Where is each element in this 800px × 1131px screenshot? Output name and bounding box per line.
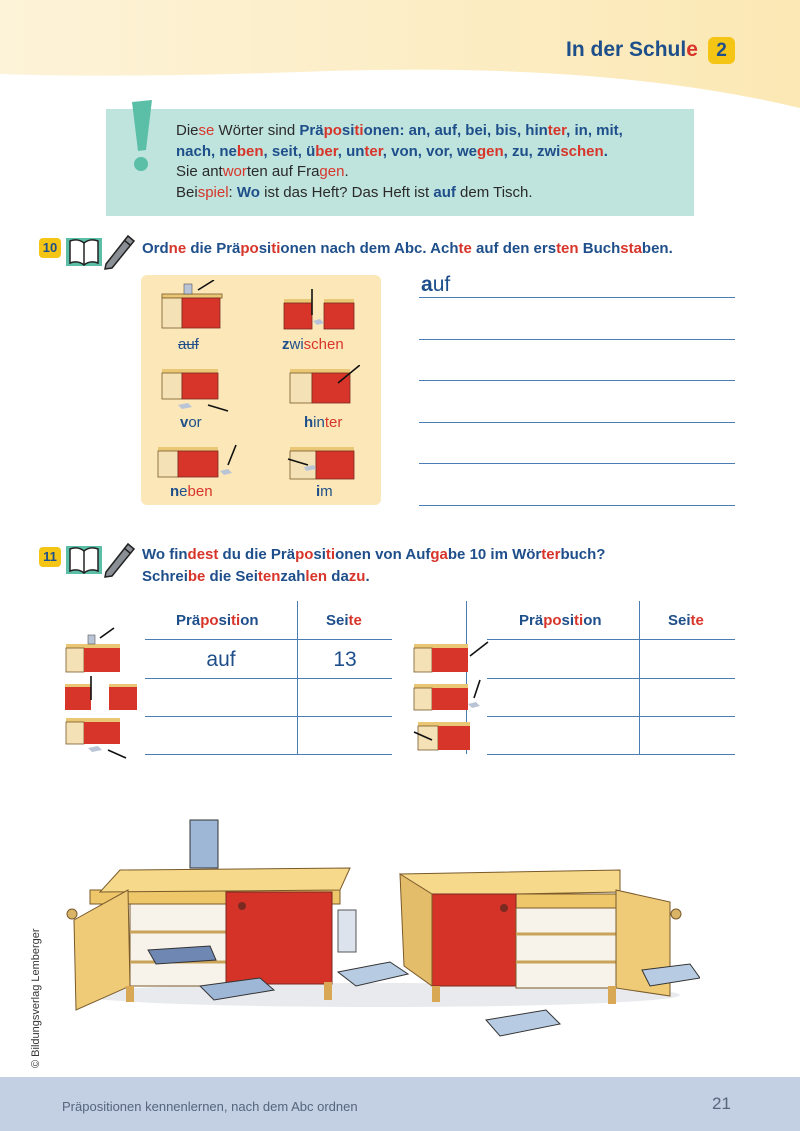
text-segment: ne [168, 240, 187, 257]
table-left-header-page [326, 612, 362, 629]
text-segment: schen [560, 142, 604, 160]
cabinet-auf-icon [62, 626, 124, 674]
text-segment: ten [556, 240, 579, 257]
text-segment: , in, mit, [566, 122, 623, 139]
text-segment: : [228, 183, 237, 201]
footer-text: Präpositionen kennenlernen, nach dem Abc ordnen [62, 1099, 358, 1114]
cabinet-auf-image [158, 280, 228, 332]
text-segment: auf [433, 183, 456, 201]
task-10-instruction [142, 238, 673, 260]
text-segment: Sei [668, 612, 691, 629]
writing-line-4[interactable] [419, 422, 735, 423]
answer-line-1-text: auf [421, 273, 451, 296]
text-segment: i [316, 483, 321, 500]
text-segment: e [179, 483, 188, 500]
text-segment: , seit, [263, 142, 307, 160]
text-segment: be [187, 568, 206, 585]
text-segment: onen [363, 122, 400, 139]
text-segment: po [295, 546, 314, 563]
cabinet-hinter-icon [412, 640, 492, 676]
text-segment: da [327, 568, 349, 585]
cabinet-neben-icon [412, 678, 484, 716]
book-pencil-icon [64, 230, 136, 270]
text-segment: in [313, 414, 325, 431]
text-segment: ter [364, 142, 383, 160]
text-segment: wor [222, 163, 247, 180]
text-segment: zah [280, 568, 306, 585]
rule-line-4 [176, 183, 623, 204]
text-segment: ten auf Fra [246, 163, 320, 180]
page-number: 21 [712, 1094, 731, 1113]
text-segment: nach dem Abc. Ach [316, 240, 459, 257]
text-segment: gen [476, 142, 504, 160]
text-segment: ti [574, 612, 584, 629]
text-segment: si [258, 240, 272, 257]
text-segment: ber [315, 142, 338, 160]
table-left-line [145, 754, 392, 755]
text-segment: Ord [142, 240, 169, 257]
table-right-line [487, 639, 735, 640]
text-segment: sta [620, 240, 642, 257]
text-segment: n [170, 483, 180, 500]
table-left-line [145, 678, 392, 679]
text-segment: Sei [326, 612, 349, 629]
rule-line-1 [176, 121, 623, 142]
text-segment: onen [280, 240, 317, 257]
word-neben [170, 483, 213, 500]
text-segment: ben [236, 142, 264, 160]
table-cell-preposition[interactable]: auf [206, 648, 236, 671]
task-number-11: 11 [39, 547, 61, 567]
cabinet-im-image [286, 443, 360, 483]
text-segment: : an, auf, bei, bis, hin [399, 122, 548, 139]
page-title: In der Schule [566, 38, 698, 61]
text-segment: . [603, 142, 608, 160]
text-segment: ter [324, 414, 343, 431]
text-segment: si [341, 122, 355, 139]
task-number-10: 10 [39, 238, 61, 258]
exclamation-icon [124, 98, 160, 178]
text-segment: die Sei [205, 568, 258, 585]
table-left-header-preposition [176, 612, 259, 629]
text-segment: on [240, 612, 259, 629]
text-segment: ti [231, 612, 241, 629]
text-segment: Bei [176, 183, 198, 201]
text-segment: ten [257, 568, 281, 585]
word-zwischen [282, 336, 344, 353]
text-segment: or [188, 414, 202, 431]
cabinet-vor-icon [62, 716, 128, 760]
text-segment: be 10 im Wör [447, 546, 542, 563]
text-segment: Schrei [142, 568, 188, 585]
book-pencil-icon [64, 538, 136, 578]
table-cell-page[interactable]: 13 [333, 648, 357, 671]
rule-line-3 [176, 162, 623, 183]
text-segment: zu [348, 568, 366, 585]
text-segment: dem Tisch. [455, 183, 533, 201]
text-segment: h [304, 414, 314, 431]
text-segment: po [323, 122, 342, 139]
rule-line-2 [176, 142, 623, 163]
table-right-header-page [668, 612, 704, 629]
text-segment: Wo fin [142, 546, 188, 563]
word-im [316, 483, 333, 500]
text-segment: Die [176, 122, 199, 139]
text-segment: auf [178, 336, 199, 353]
text-segment: , un [337, 142, 365, 160]
writing-line-5[interactable] [419, 463, 735, 464]
table-right-line [487, 716, 735, 717]
text-segment: po [240, 240, 259, 257]
text-segment: onen von Auf [335, 546, 431, 563]
text-segment: m [320, 483, 333, 500]
table-left-line [145, 639, 392, 640]
text-segment: ti [354, 122, 364, 139]
text-segment: si [561, 612, 575, 629]
copyright-text: © Bildungsverlag Lemberger [30, 928, 42, 1068]
table-right-line [487, 754, 735, 755]
word-vor [180, 414, 202, 431]
cabinet-vor-image [158, 365, 232, 415]
writing-line-2[interactable] [419, 339, 735, 340]
text-segment: Prä [176, 612, 201, 629]
text-segment: buch? [560, 546, 606, 563]
text-segment: schen [303, 336, 344, 353]
cabinet-zwischen-icon [63, 676, 139, 712]
text-segment: te [348, 612, 362, 629]
writing-line-1[interactable] [419, 297, 735, 298]
text-segment: ben [187, 483, 213, 500]
text-segment: ter [547, 122, 567, 139]
table-right-line [487, 678, 735, 679]
writing-line-6[interactable] [419, 505, 735, 506]
text-segment: se [198, 122, 215, 139]
cabinet-im-icon [412, 718, 474, 754]
text-segment: po [543, 612, 562, 629]
text-segment: Prä [299, 122, 324, 139]
text-segment: ü [306, 142, 316, 160]
text-segment: z [282, 336, 290, 353]
text-segment: Buch [578, 240, 621, 257]
text-segment: dest [187, 546, 219, 563]
text-segment: si [218, 612, 232, 629]
text-segment: si [313, 546, 326, 563]
text-segment: . [344, 163, 349, 180]
text-segment: ga [430, 546, 448, 563]
cabinet-neben-image [156, 443, 238, 483]
cabinet-zwischen-image [282, 285, 356, 333]
text-segment: , zu, zwi [503, 142, 561, 160]
writing-line-3[interactable] [419, 380, 735, 381]
text-segment: wi [289, 336, 304, 353]
text-segment: on [583, 612, 602, 629]
text-segment: ti [271, 240, 281, 257]
text-segment: die Prä [186, 240, 241, 257]
text-segment: te [458, 240, 472, 257]
chapter-badge: 2 [708, 37, 735, 64]
text-segment: ben. [641, 240, 673, 257]
text-segment: . [365, 568, 370, 585]
text-segment: len [305, 568, 328, 585]
text-segment: v [180, 414, 189, 431]
text-segment: Wo [236, 183, 260, 201]
word-hinter [304, 414, 342, 431]
text-segment: , von, vor, we [382, 142, 477, 160]
text-segment: Sie ant [176, 163, 223, 180]
text-segment: ist das Heft? Das Heft ist [259, 183, 434, 201]
cabinets-illustration [60, 810, 700, 1060]
cabinet-hinter-image [286, 365, 360, 407]
table-left-line [145, 716, 392, 717]
text-segment: du die Prä [218, 546, 296, 563]
rule-text [176, 121, 623, 203]
text-segment: po [200, 612, 219, 629]
text-segment: gen [319, 163, 345, 180]
text-segment: auf den ers [471, 240, 557, 257]
task-11-instruction [142, 544, 605, 588]
word-auf [178, 336, 199, 353]
text-segment: ter [541, 546, 561, 563]
text-segment: spiel [197, 183, 229, 201]
text-segment: Prä [519, 612, 544, 629]
text-segment: nach, ne [176, 142, 237, 160]
text-segment: ti [325, 546, 336, 563]
text-segment: Wörter sind [214, 122, 300, 139]
text-segment: te [690, 612, 704, 629]
table-right-header-preposition [519, 612, 602, 629]
